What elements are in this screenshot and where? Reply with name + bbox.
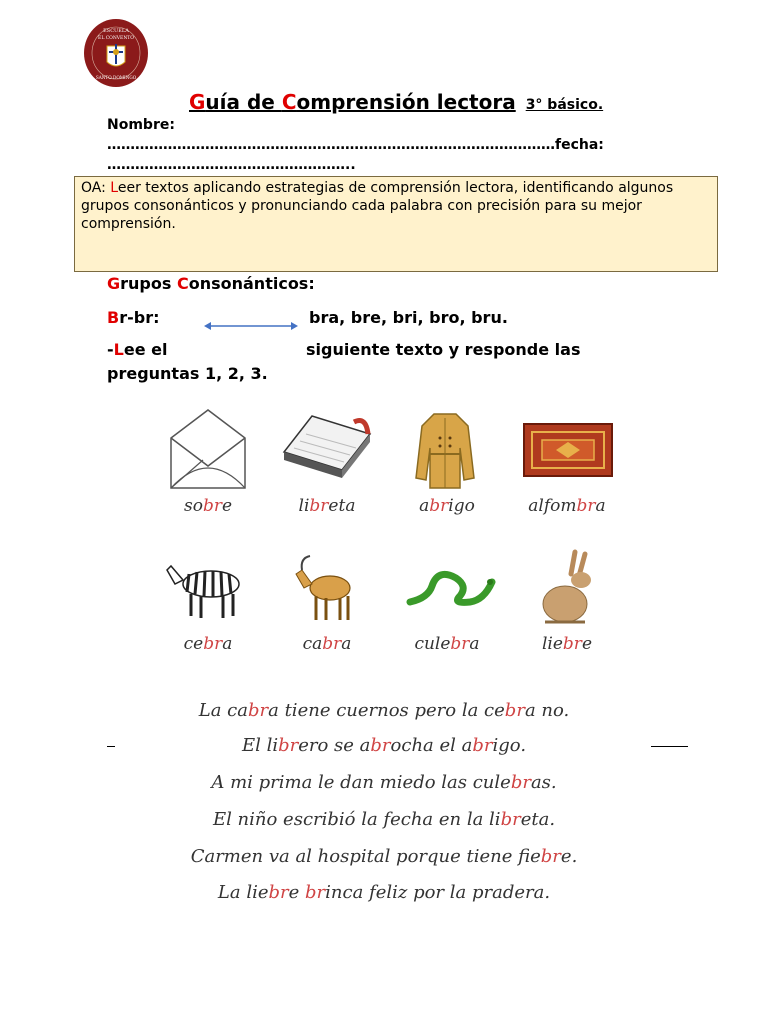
double-arrow-icon [203,318,299,337]
instruction-start: -Lee el [107,340,168,359]
word-alfombra: alfombra [528,496,606,516]
school-logo [83,18,149,88]
word-culebra: culebra [414,634,480,654]
word-abrigo: abrigo [419,496,475,516]
objective-box: OA: Leer textos aplicando estrategias de comprensión lectora, identificando algunos grupos consonánticos y pronunciando cada palabra con precisión para su mejor comprensión. [74,176,718,272]
page-title: Guía de Comprensión lectora 3° básico. [189,90,604,114]
sentence-5: Carmen va al hospital porque tiene fiebre. [190,846,578,867]
coat-icon [410,408,510,498]
notebook-icon [280,412,380,502]
name-label: Nombre: [107,117,175,133]
sentence-4: El niño escribió la fecha en la libreta. [212,809,556,830]
section-heading: Grupos Consonánticos: [107,274,315,293]
word-sobre: sobre [183,496,233,516]
syllable-list: bra, bre, bri, bro, bru. [309,308,508,327]
sentence-3: A mi prima le dan miedo las culebras. [211,772,557,793]
goat-icon [292,552,392,642]
name-field-line[interactable]: ……………………………………………………………………………………fecha: [107,137,604,153]
grade-label: 3° básico. [525,97,604,113]
sentence-1: La cabra tiene cuernos pero la cebra no. [198,700,570,721]
consonant-group-label: Br-br: [107,308,160,327]
sentence-6: La liebre brinca feliz por la pradera. [217,882,551,903]
instruction-continue: siguiente texto y responde las [306,340,581,359]
instruction-end: preguntas 1, 2, 3. [107,364,268,383]
date-field-line[interactable]: …………………………………………….. [107,157,356,173]
hare-icon [535,548,635,638]
svg-text:SANTO DOMINGO: SANTO DOMINGO [95,75,137,80]
word-liebre: liebre [541,634,592,654]
svg-text:EL CONVENTO: EL CONVENTO [98,36,134,41]
zebra-icon [165,556,265,646]
sentence-2: El librero se abrocha el abrigo. [241,735,527,756]
word-libreta: libreta [298,496,356,516]
envelope-icon [163,408,263,498]
word-cabra: cabra [302,634,352,654]
word-cebra: cebra [183,634,233,654]
svg-text:ESCUELA: ESCUELA [103,28,129,34]
